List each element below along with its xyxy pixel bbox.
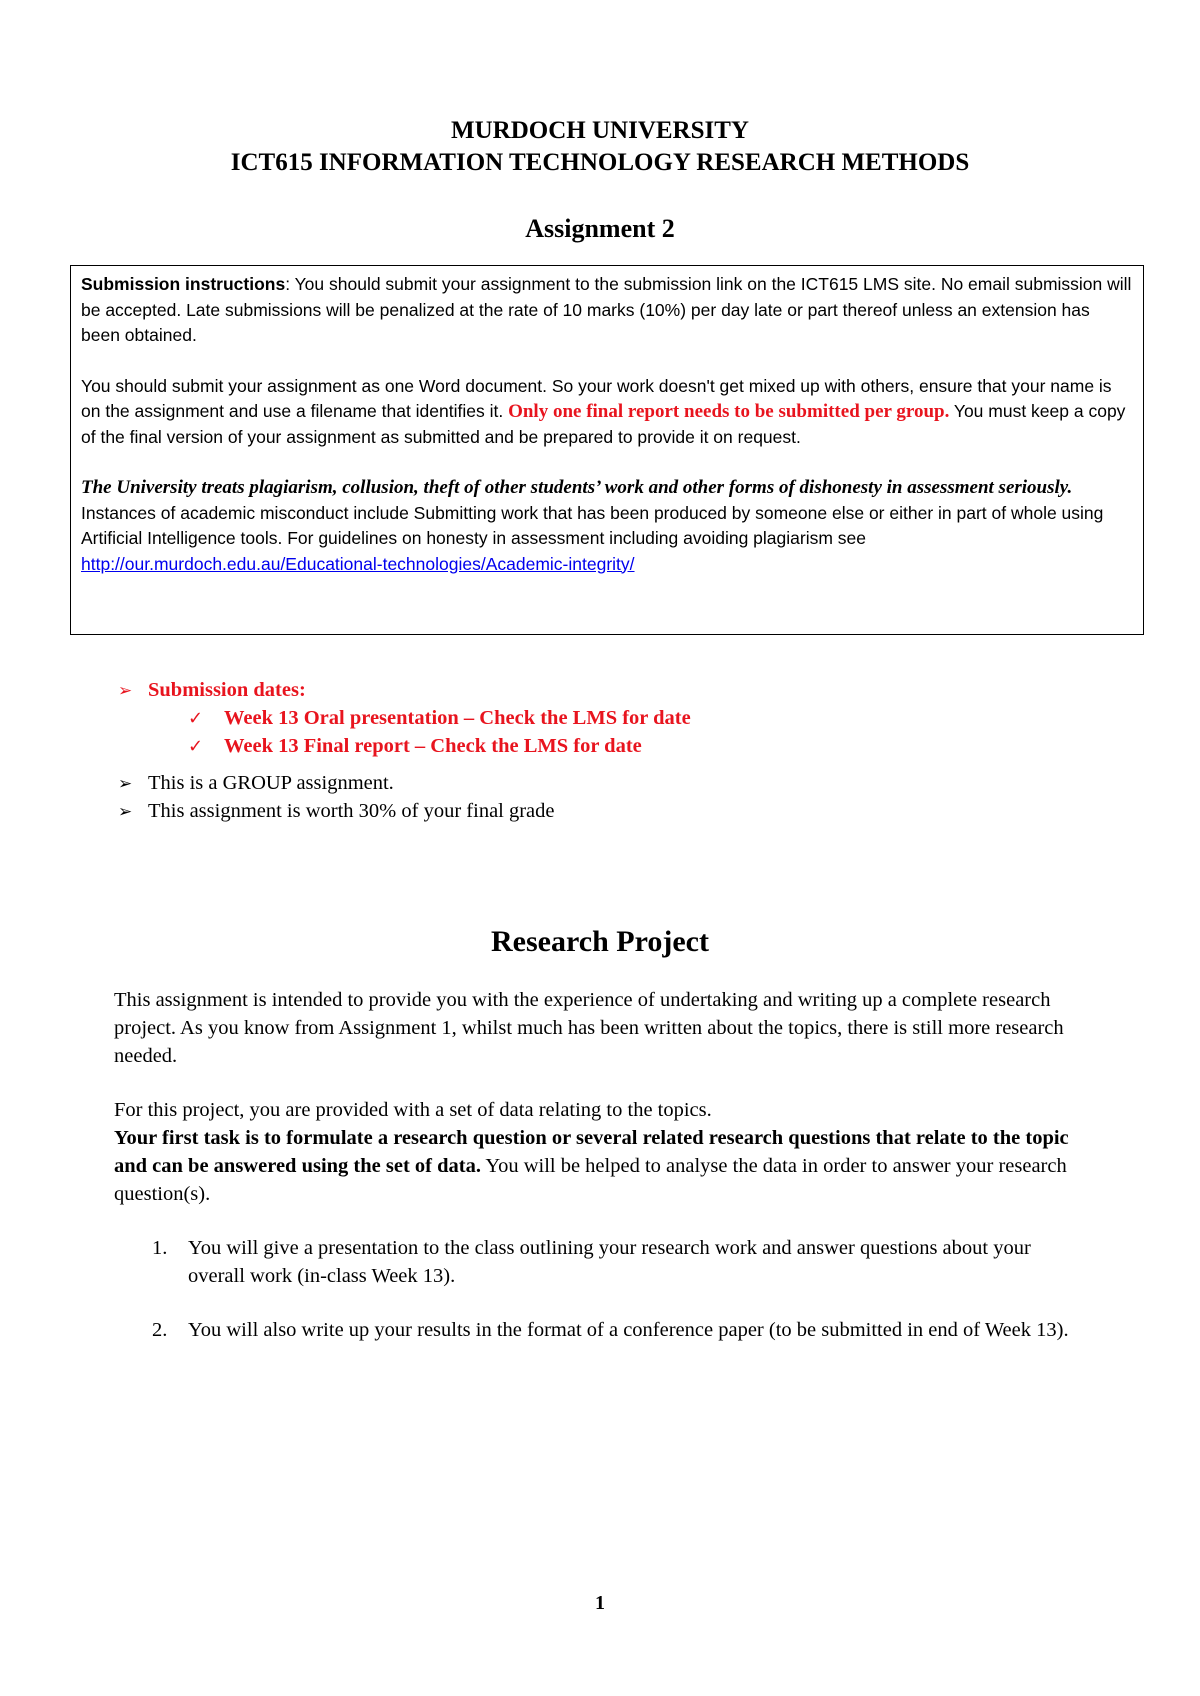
data-line: For this project, you are provided with a set of data relating to the topics. xyxy=(114,1099,712,1121)
section-title: Research Project xyxy=(491,925,709,958)
submission-instructions-box xyxy=(70,265,1144,635)
submission-date-item xyxy=(118,732,691,760)
university-title: MURDOCH UNIVERSITY xyxy=(451,117,749,144)
one-report-notice: Only one final report needs to be submitted per group. xyxy=(508,401,950,422)
page-number: 1 xyxy=(595,1592,605,1614)
grade-weight-note: This assignment is worth 30% of your final grade xyxy=(148,800,555,822)
checkmark-icon: ✓ xyxy=(188,708,204,729)
task-paragraph xyxy=(114,1096,1074,1208)
note-item xyxy=(118,769,555,797)
final-report-date: Week 13 Final report – Check the LMS for date xyxy=(224,735,642,757)
item-number: 2. xyxy=(152,1319,168,1341)
instructions-label: Submission instructions xyxy=(81,274,286,294)
arrow-bullet-icon: ➢ xyxy=(118,802,133,822)
presentation-task: You will give a presentation to the class outlining your research work and answer questions about your overall work (in-class Week 13). xyxy=(188,1237,1031,1287)
course-title: ICT615 INFORMATION TECHNOLOGY RESEARCH METHODS xyxy=(230,149,970,176)
instructions-paragraph-2 xyxy=(81,374,1133,451)
arrow-bullet-icon: ➢ xyxy=(118,681,133,701)
intro-text: This assignment is intended to provide you with the experience of undertaking and writing up a complete research project. As you know from Assignment 1, whilst much has been written about the topics, there is still more research needed. xyxy=(114,989,1064,1067)
task-text xyxy=(114,1124,1074,1208)
keep-copy-text: You must keep a copy of the final version of your assignment as submitted and be prepared to provide it on request. xyxy=(81,401,1126,447)
submission-dates-heading xyxy=(118,676,691,704)
arrow-bullet-icon: ➢ xyxy=(118,774,133,794)
submission-dates-list xyxy=(118,676,691,760)
instructions-paragraph-3 xyxy=(81,475,1133,577)
instructions-text: : You should submit your assignment to the submission link on the ICT615 LMS site. No email submission will be accepted. Late submissions will be penalized at the rate of 10 marks (10%) per day late or part thereof unless an extension has been obtained. xyxy=(81,274,1132,345)
plagiarism-statement: The University treats plagiarism, collusion, theft of other students’ work and other forms of dishonesty in assessment seriously. xyxy=(81,477,1073,498)
analysis-help-text: You will be helped to analyse the data in order to answer your research question(s). xyxy=(114,1155,1067,1205)
group-assignment-note: This is a GROUP assignment. xyxy=(148,772,394,794)
submission-dates-label: Submission dates: xyxy=(148,679,306,701)
intro-paragraph xyxy=(114,986,1074,1070)
paper-task: You will also write up your results in the format of a conference paper (to be submitted in end of Week 13). xyxy=(188,1319,1069,1341)
instructions-paragraph-1 xyxy=(81,272,1133,349)
misconduct-text: Instances of academic misconduct include Submitting work that has been produced by someone else or either in part of whole using Artificial Intelligence tools. For guidelines on honesty in assessment including avoiding plagiarism see xyxy=(81,502,1104,548)
notes-list xyxy=(118,769,555,825)
checkmark-icon: ✓ xyxy=(188,736,204,757)
item-number: 1. xyxy=(152,1237,168,1259)
word-document-text: You should submit your assignment as one Word document. So your work doesn't get mixed up with others, ensure that your name is on the assignment and use a filename that identifies it. xyxy=(81,375,1112,421)
oral-presentation-date: Week 13 Oral presentation – Check the LMS for date xyxy=(224,707,691,729)
assignment-title: Assignment 2 xyxy=(525,214,675,243)
first-task-statement: Your first task is to formulate a research question or several related research questions that relate to the topic and can be answered using the set of data. xyxy=(114,1127,1069,1177)
note-item xyxy=(118,797,555,825)
submission-date-item xyxy=(118,704,691,732)
academic-integrity-link[interactable]: http://our.murdoch.edu.au/Educational-technologies/Academic-integrity/ xyxy=(81,553,635,574)
